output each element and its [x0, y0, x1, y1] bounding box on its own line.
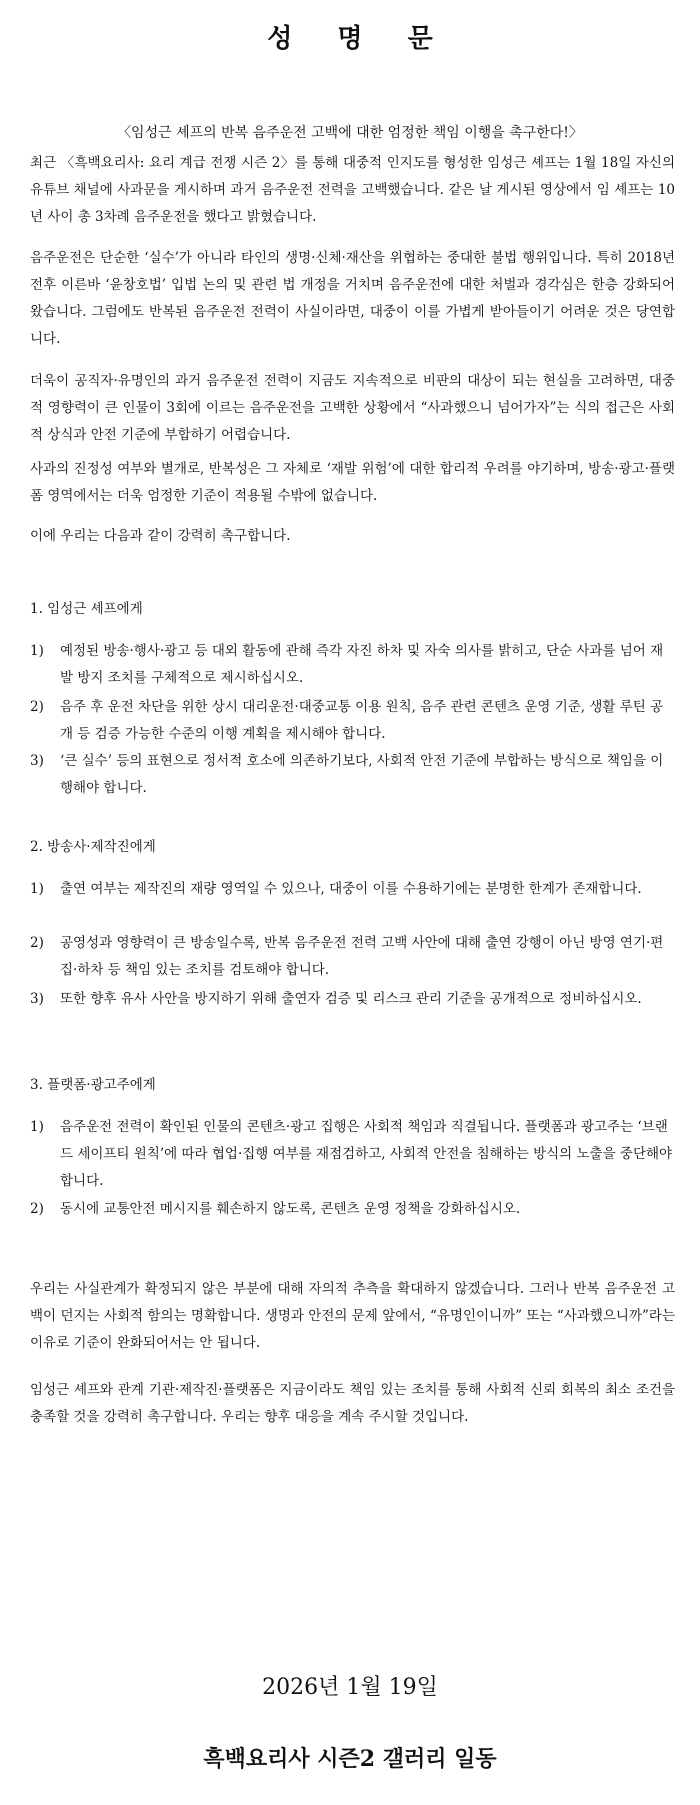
- list-item-number: 3): [30, 991, 44, 1007]
- statement-date: 2026년 1월 19일: [262, 1675, 438, 1700]
- section-heading-chef: 1. 임성근 셰프에게: [30, 601, 143, 617]
- document-subtitle: 〈임성근 셰프의 반복 음주운전 고백에 대한 엄정한 책임 이행을 촉구한다!〉: [117, 125, 583, 141]
- list-item-text: 공영성과 영향력이 큰 방송일수록, 반복 음주운전 전력 고백 사안에 대해 출연 강행이 아닌 방영 연기·편집·하차 등 책임 있는 조치를 검토해야 합니다.: [60, 935, 664, 978]
- list-item: [30, 1196, 675, 1223]
- list-item: [30, 748, 675, 802]
- section-heading-platforms: 3. 플랫폼·광고주에게: [30, 1077, 156, 1093]
- list-item-text: 예정된 방송·행사·광고 등 대외 활동에 관해 즉각 자진 하차 및 자숙 의사를 밝히고, 단순 사과를 넘어 재발 방지 조치를 구체적으로 제시하십시오.: [60, 643, 664, 686]
- statement-signer: 흑백요리사 시즌2 갤러리 일동: [203, 1746, 497, 1772]
- list-item-text: 동시에 교통안전 메시지를 훼손하지 않도록, 콘텐츠 운영 정책을 강화하십시오.: [60, 1201, 521, 1217]
- paragraph-repetition: 사과의 진정성 여부와 별개로, 반복성은 그 자체로 ‘재발 위험’에 대한 합리적 우려를 야기하며, 방송·광고·플랫폼 영역에서는 더욱 엄정한 기준이 적용될 수밖에 없습니다.: [30, 461, 675, 504]
- section-heading-broadcasters: 2. 방송사·제작진에게: [30, 839, 156, 855]
- paragraph-drunk-driving: 음주운전은 단순한 ‘실수’가 아니라 타인의 생명·신체·재산을 위협하는 중대한 불법 행위입니다. 특히 2018년 전후 이른바 ‘윤창호법’ 입법 논의 및 관련 법 개정을 거치며 음주운전에 대한 처벌과 경각심은 한층 강화되어 왔습니다. 그럼에도 반복된 음주운전 전력이 사실이라면, 대중이 이를 가볍게 받아들이기 어려운 것은 당연합니다.: [30, 250, 675, 347]
- document-title: 성 명 문: [267, 24, 451, 54]
- list-item: [30, 930, 675, 984]
- list-item: [30, 1114, 675, 1195]
- list-item-number: 2): [30, 935, 44, 951]
- list-item-text: 음주운전 전력이 확인된 인물의 콘텐츠·광고 집행은 사회적 책임과 직결됩니다. 플랫폼과 광고주는 ‘브랜드 세이프티 원칙’에 따라 협업·집행 여부를 재점검하고, 사회적 안전을 침해하는 방식의 노출을 중단해야 합니다.: [60, 1119, 673, 1189]
- paragraph-demand-intro: 이에 우리는 다음과 같이 강력히 촉구합니다.: [30, 528, 291, 544]
- paragraph-intro: 최근 〈흑백요리사: 요리 계급 전쟁 시즌 2〉를 통해 대중적 인지도를 형성한 임성근 셰프는 1월 18일 자신의 유튜브 채널에 사과문을 게시하며 과거 음주운전 전력을 고백했습니다. 같은 날 게시된 영상에서 임 셰프는 10년 사이 총 3차례 음주운전을 했다고 밝혔습니다.: [30, 155, 675, 225]
- list-item: [30, 694, 675, 748]
- list-item-number: 1): [30, 1119, 44, 1135]
- paragraph-public-figures: 더욱이 공직자·유명인의 과거 음주운전 전력이 지금도 지속적으로 비판의 대상이 되는 현실을 고려하면, 대중적 영향력이 큰 인물이 3회에 이르는 음주운전을 고백한 상황에서 “사과했으니 넘어가자”는 식의 접근은 사회적 상식과 안전 기준에 부합하기 어렵습니다.: [30, 373, 675, 443]
- list-item-number: 2): [30, 699, 44, 715]
- list-item-number: 1): [30, 643, 44, 659]
- list-item-number: 1): [30, 881, 44, 897]
- list-item-text: 음주 후 운전 차단을 위한 상시 대리운전·대중교통 이용 원칙, 음주 관련 콘텐츠 운영 기준, 생활 루틴 공개 등 검증 가능한 수준의 이행 계획을 제시해야 합니다.: [60, 699, 664, 742]
- list-item: [30, 986, 675, 1013]
- paragraph-closing-1: 우리는 사실관계가 확정되지 않은 부분에 대해 자의적 추측을 확대하지 않겠습니다. 그러나 반복 음주운전 고백이 던지는 사회적 함의는 명확합니다. 생명과 안전의 문제 앞에서, “유명인이니까” 또는 “사과했으니까”라는 이유로 기준이 완화되어서는 안 됩니다.: [30, 1281, 675, 1351]
- list-item-text: ‘큰 실수’ 등의 표현으로 정서적 호소에 의존하기보다, 사회적 안전 기준에 부합하는 방식으로 책임을 이행해야 합니다.: [60, 753, 664, 796]
- list-item: [30, 876, 675, 903]
- list-item-text: 또한 향후 유사 사안을 방지하기 위해 출연자 검증 및 리스크 관리 기준을 공개적으로 정비하십시오.: [60, 991, 642, 1007]
- list-item-number: 2): [30, 1201, 44, 1217]
- paragraph-closing-2: 임성근 셰프와 관계 기관·제작진·플랫폼은 지금이라도 책임 있는 조치를 통해 사회적 신뢰 회복의 최소 조건을 충족할 것을 강력히 촉구합니다. 우리는 향후 대응을 계속 주시할 것입니다.: [30, 1382, 675, 1425]
- list-item-number: 3): [30, 753, 44, 769]
- list-item-text: 출연 여부는 제작진의 재량 영역일 수 있으나, 대중이 이를 수용하기에는 분명한 한계가 존재합니다.: [60, 881, 642, 897]
- list-item: [30, 638, 675, 692]
